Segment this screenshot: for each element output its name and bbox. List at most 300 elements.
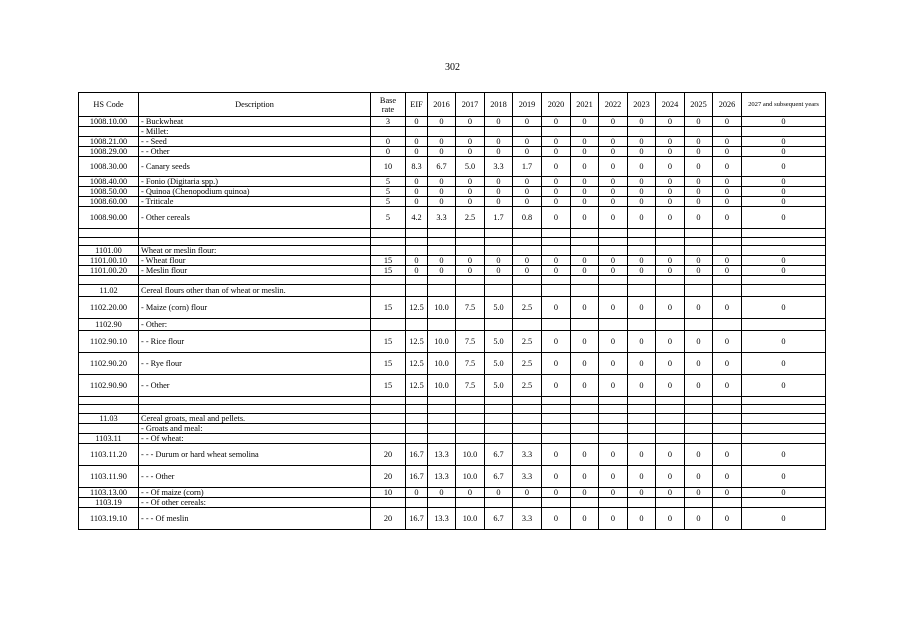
rate-cell: 0 [656,147,685,157]
rate-cell: 0 [571,137,599,147]
rate-cell: 0 [513,487,542,497]
description-cell: - - Other [139,374,371,396]
rate-cell [542,127,571,137]
rate-cell [428,497,456,507]
rate-cell: 0 [599,137,628,147]
rate-cell: 0.8 [513,207,542,229]
column-header: 2024 [656,93,685,117]
description-cell: - - Of wheat: [139,433,371,443]
rate-cell [742,497,826,507]
rate-cell: 0 [742,137,826,147]
hs-code-cell: 1103.11.20 [79,443,139,465]
rate-cell: 0 [685,465,713,487]
rate-cell: 0 [628,256,656,266]
rate-cell: 0 [542,207,571,229]
rate-cell [656,433,685,443]
rate-cell [485,237,513,246]
rate-cell: 0 [713,137,742,147]
rate-cell: 5 [371,207,406,229]
rate-cell [656,276,685,285]
hs-code-cell: 1008.40.00 [79,177,139,187]
rate-cell: 3.3 [513,507,542,529]
rate-cell: 2.5 [513,352,542,374]
hs-code-cell: 1008.29.00 [79,147,139,157]
column-header: 2018 [485,93,513,117]
rate-cell [485,284,513,296]
rate-cell: 0 [628,197,656,207]
rate-cell: 0 [599,147,628,157]
rate-cell [656,497,685,507]
table-row [79,246,826,256]
rate-cell [371,229,406,238]
column-header: HS Code [79,93,139,117]
rate-cell: 0 [656,137,685,147]
rate-cell: 0 [599,465,628,487]
table-row [79,276,826,285]
rate-cell: 0 [685,374,713,396]
rate-cell [742,229,826,238]
hs-code-cell: 1101.00.20 [79,266,139,276]
rate-cell: 0 [571,177,599,187]
rate-cell [685,284,713,296]
rate-cell [513,396,542,405]
column-header: 2027 and subsequent years [742,93,826,117]
description-cell [139,405,371,414]
rate-cell: 0 [513,117,542,127]
rate-cell: 16.7 [406,443,428,465]
rate-cell [713,497,742,507]
rate-cell: 0 [713,266,742,276]
description-cell: - Groats and meal: [139,423,371,433]
rate-cell [656,413,685,423]
rate-cell: 0 [685,266,713,276]
rate-cell: 0 [485,187,513,197]
hs-code-cell: 1102.90.90 [79,374,139,396]
rate-cell: 13.3 [428,507,456,529]
rate-cell: 8.3 [406,157,428,177]
rate-cell: 0 [371,137,406,147]
rate-cell [371,246,406,256]
rate-cell: 0 [713,352,742,374]
rate-cell: 0 [571,157,599,177]
rate-cell [456,396,485,405]
table-row [79,497,826,507]
rate-cell: 0 [599,507,628,529]
rate-cell [406,413,428,423]
rate-cell [542,318,571,330]
rate-cell: 0 [571,197,599,207]
rate-cell [599,276,628,285]
description-cell: - - Of other cereals: [139,497,371,507]
rate-cell [713,396,742,405]
rate-cell: 0 [542,443,571,465]
rate-cell [371,497,406,507]
rate-cell: 0 [713,487,742,497]
description-cell: - Maize (corn) flour [139,296,371,318]
rate-cell [406,433,428,443]
rate-cell [406,405,428,414]
rate-cell: 0 [685,117,713,127]
rate-cell [685,396,713,405]
rate-cell: 16.7 [406,465,428,487]
rate-cell: 0 [428,487,456,497]
table-row [79,177,826,187]
rate-cell: 0 [428,177,456,187]
rate-cell: 0 [542,352,571,374]
rate-cell: 0 [406,187,428,197]
rate-cell: 0 [713,207,742,229]
rate-cell [428,246,456,256]
rate-cell: 0 [599,296,628,318]
rate-cell: 0 [456,177,485,187]
rate-cell [456,423,485,433]
rate-cell: 0 [713,296,742,318]
rate-cell [456,229,485,238]
table-row [79,318,826,330]
rate-cell [742,413,826,423]
rate-cell: 0 [713,117,742,127]
hs-code-cell: 1101.00.10 [79,256,139,266]
table-row [79,229,826,238]
rate-cell [371,127,406,137]
rate-cell [428,229,456,238]
rate-cell [599,433,628,443]
table-row [79,296,826,318]
rate-cell [513,423,542,433]
rate-cell: 16.7 [406,507,428,529]
rate-cell: 1.7 [513,157,542,177]
rate-cell: 0 [406,266,428,276]
hs-code-cell [79,127,139,137]
table-row [79,127,826,137]
hs-code-cell [79,405,139,414]
table-row [79,147,826,157]
rate-cell [628,396,656,405]
rate-cell [571,246,599,256]
hs-code-cell: 1008.90.00 [79,207,139,229]
rate-cell: 2.5 [513,374,542,396]
rate-cell [571,396,599,405]
column-header: Base rate [371,93,406,117]
rate-cell: 0 [456,187,485,197]
rate-cell [656,423,685,433]
rate-cell [571,127,599,137]
rate-cell [406,237,428,246]
rate-cell: 0 [428,137,456,147]
rate-cell [513,246,542,256]
rate-cell: 0 [406,256,428,266]
rate-cell [571,284,599,296]
rate-cell: 0 [656,256,685,266]
rate-cell: 3.3 [513,465,542,487]
rate-cell: 0 [406,487,428,497]
rate-cell: 10.0 [456,465,485,487]
hs-code-cell: 1102.90 [79,318,139,330]
rate-cell: 0 [571,374,599,396]
rate-cell: 2.5 [513,296,542,318]
rate-cell [542,276,571,285]
rate-cell [571,318,599,330]
rate-cell: 0 [599,207,628,229]
description-cell [139,396,371,405]
rate-cell [599,497,628,507]
column-header: 2017 [456,93,485,117]
rate-cell: 0 [628,137,656,147]
rate-cell: 0 [485,197,513,207]
rate-cell: 10.0 [428,374,456,396]
column-header: Description [139,93,371,117]
rate-cell: 0 [599,487,628,497]
rate-cell: 0 [371,147,406,157]
rate-cell: 0 [571,147,599,157]
rate-cell: 0 [742,330,826,352]
hs-code-cell [79,237,139,246]
rate-cell: 0 [713,256,742,266]
table-row [79,330,826,352]
rate-cell [656,246,685,256]
rate-cell [485,318,513,330]
rate-cell: 0 [685,177,713,187]
table-body [79,117,826,530]
rate-cell: 0 [571,507,599,529]
rate-cell: 0 [713,197,742,207]
rate-cell [513,497,542,507]
rate-cell: 0 [685,187,713,197]
rate-cell: 0 [656,177,685,187]
rate-cell: 12.5 [406,296,428,318]
rate-cell [742,318,826,330]
rate-cell: 0 [571,296,599,318]
rate-cell: 0 [542,177,571,187]
column-header: 2025 [685,93,713,117]
rate-cell: 0 [406,177,428,187]
rate-cell: 0 [542,507,571,529]
rate-cell [742,423,826,433]
rate-cell: 0 [685,137,713,147]
rate-cell [513,318,542,330]
rate-cell: 0 [713,443,742,465]
rate-cell [371,237,406,246]
rate-cell: 0 [571,256,599,266]
rate-cell [428,127,456,137]
rate-cell [371,423,406,433]
rate-cell: 0 [742,374,826,396]
rate-cell: 0 [742,187,826,197]
rate-cell [571,405,599,414]
description-cell: - Fonio (Digitaria spp.) [139,177,371,187]
rate-cell: 0 [628,296,656,318]
rate-cell: 15 [371,330,406,352]
rate-cell: 0 [571,187,599,197]
rate-cell [628,413,656,423]
rate-cell: 0 [656,266,685,276]
rate-cell [542,497,571,507]
rate-cell: 0 [599,197,628,207]
rate-cell: 0 [599,157,628,177]
rate-cell: 0 [628,147,656,157]
rate-cell: 0 [406,117,428,127]
rate-cell [456,433,485,443]
rate-cell [599,127,628,137]
description-cell [139,276,371,285]
rate-cell: 0 [571,352,599,374]
rate-cell: 0 [513,197,542,207]
rate-cell [406,127,428,137]
column-header: 2022 [599,93,628,117]
rate-cell [656,237,685,246]
rate-cell [599,405,628,414]
rate-cell [571,497,599,507]
rate-cell [406,284,428,296]
rate-cell [656,396,685,405]
rate-cell: 0 [406,137,428,147]
rate-cell: 15 [371,266,406,276]
description-cell: - - - Durum or hard wheat semolina [139,443,371,465]
rate-cell [713,318,742,330]
rate-cell [406,276,428,285]
column-header: 2023 [628,93,656,117]
rate-cell: 0 [456,117,485,127]
column-header: 2020 [542,93,571,117]
table-row [79,443,826,465]
table-row [79,423,826,433]
rate-cell: 7.5 [456,374,485,396]
rate-cell [456,318,485,330]
rate-cell: 10.0 [428,352,456,374]
rate-cell: 3 [371,117,406,127]
table-row [79,487,826,497]
rate-cell: 0 [456,487,485,497]
rate-cell [628,127,656,137]
rate-cell [656,318,685,330]
description-cell: - Wheat flour [139,256,371,266]
rate-cell: 0 [656,465,685,487]
rate-cell: 0 [656,487,685,497]
rate-cell: 0 [628,374,656,396]
rate-cell [542,246,571,256]
rate-cell: 20 [371,465,406,487]
table-row [79,237,826,246]
rate-cell [428,276,456,285]
hs-code-cell: 1103.13.00 [79,487,139,497]
rate-cell [542,423,571,433]
rate-cell [428,318,456,330]
hs-code-cell: 1102.90.20 [79,352,139,374]
rate-cell [742,237,826,246]
rate-cell: 12.5 [406,374,428,396]
rate-cell [713,127,742,137]
description-cell: - Millet: [139,127,371,137]
rate-cell: 0 [485,117,513,127]
rate-cell: 0 [599,187,628,197]
rate-cell [571,423,599,433]
rate-cell: 0 [428,266,456,276]
rate-cell: 0 [656,507,685,529]
rate-cell [406,318,428,330]
rate-cell [542,396,571,405]
rate-cell: 20 [371,443,406,465]
rate-cell: 0 [571,207,599,229]
rate-cell [571,433,599,443]
description-cell: - Triticale [139,197,371,207]
rate-cell: 0 [513,256,542,266]
rate-cell: 0 [542,374,571,396]
table-row [79,157,826,177]
rate-cell: 0 [656,187,685,197]
rate-cell [628,229,656,238]
rate-cell: 0 [571,330,599,352]
rate-cell: 10.0 [456,507,485,529]
hs-code-cell: 1103.11.90 [79,465,139,487]
rate-cell: 0 [742,352,826,374]
rate-cell: 0 [513,187,542,197]
rate-cell [685,237,713,246]
rate-cell: 0 [742,157,826,177]
rate-cell: 0 [742,177,826,187]
rate-cell: 3.3 [428,207,456,229]
rate-cell: 0 [628,465,656,487]
rate-cell: 0 [685,487,713,497]
rate-cell [571,276,599,285]
rate-cell [371,396,406,405]
rate-cell: 6.7 [485,443,513,465]
rate-cell [485,396,513,405]
description-cell: Wheat or meslin flour: [139,246,371,256]
rate-cell [628,423,656,433]
rate-cell: 0 [628,487,656,497]
rate-cell: 7.5 [456,352,485,374]
rate-cell [485,276,513,285]
rate-cell [485,405,513,414]
rate-cell: 0 [513,137,542,147]
description-cell: Cereal groats, meal and pellets. [139,413,371,423]
column-header: 2026 [713,93,742,117]
rate-cell [742,127,826,137]
rate-cell [428,423,456,433]
rate-cell [542,405,571,414]
rate-cell: 5 [371,177,406,187]
rate-cell: 0 [571,266,599,276]
rate-cell: 0 [456,256,485,266]
rate-cell [628,433,656,443]
rate-cell [713,284,742,296]
rate-cell: 2.5 [456,207,485,229]
rate-cell: 0 [742,296,826,318]
description-cell: - - Rice flour [139,330,371,352]
rate-cell: 0 [485,177,513,187]
tariff-schedule-table [78,92,826,530]
rate-cell [428,284,456,296]
rate-cell: 10.0 [428,330,456,352]
rate-cell: 13.3 [428,443,456,465]
rate-cell [485,127,513,137]
rate-cell [656,127,685,137]
description-cell: Cereal flours other than of wheat or meslin. [139,284,371,296]
rate-cell: 0 [485,487,513,497]
rate-cell: 0 [656,207,685,229]
rate-cell: 0 [713,330,742,352]
rate-cell: 0 [456,197,485,207]
rate-cell: 0 [599,352,628,374]
table-row [79,187,826,197]
rate-cell: 0 [656,352,685,374]
rate-cell [571,413,599,423]
hs-code-cell: 1103.19.10 [79,507,139,529]
hs-code-cell [79,423,139,433]
rate-cell [428,237,456,246]
rate-cell: 0 [742,443,826,465]
rate-cell: 0 [713,177,742,187]
